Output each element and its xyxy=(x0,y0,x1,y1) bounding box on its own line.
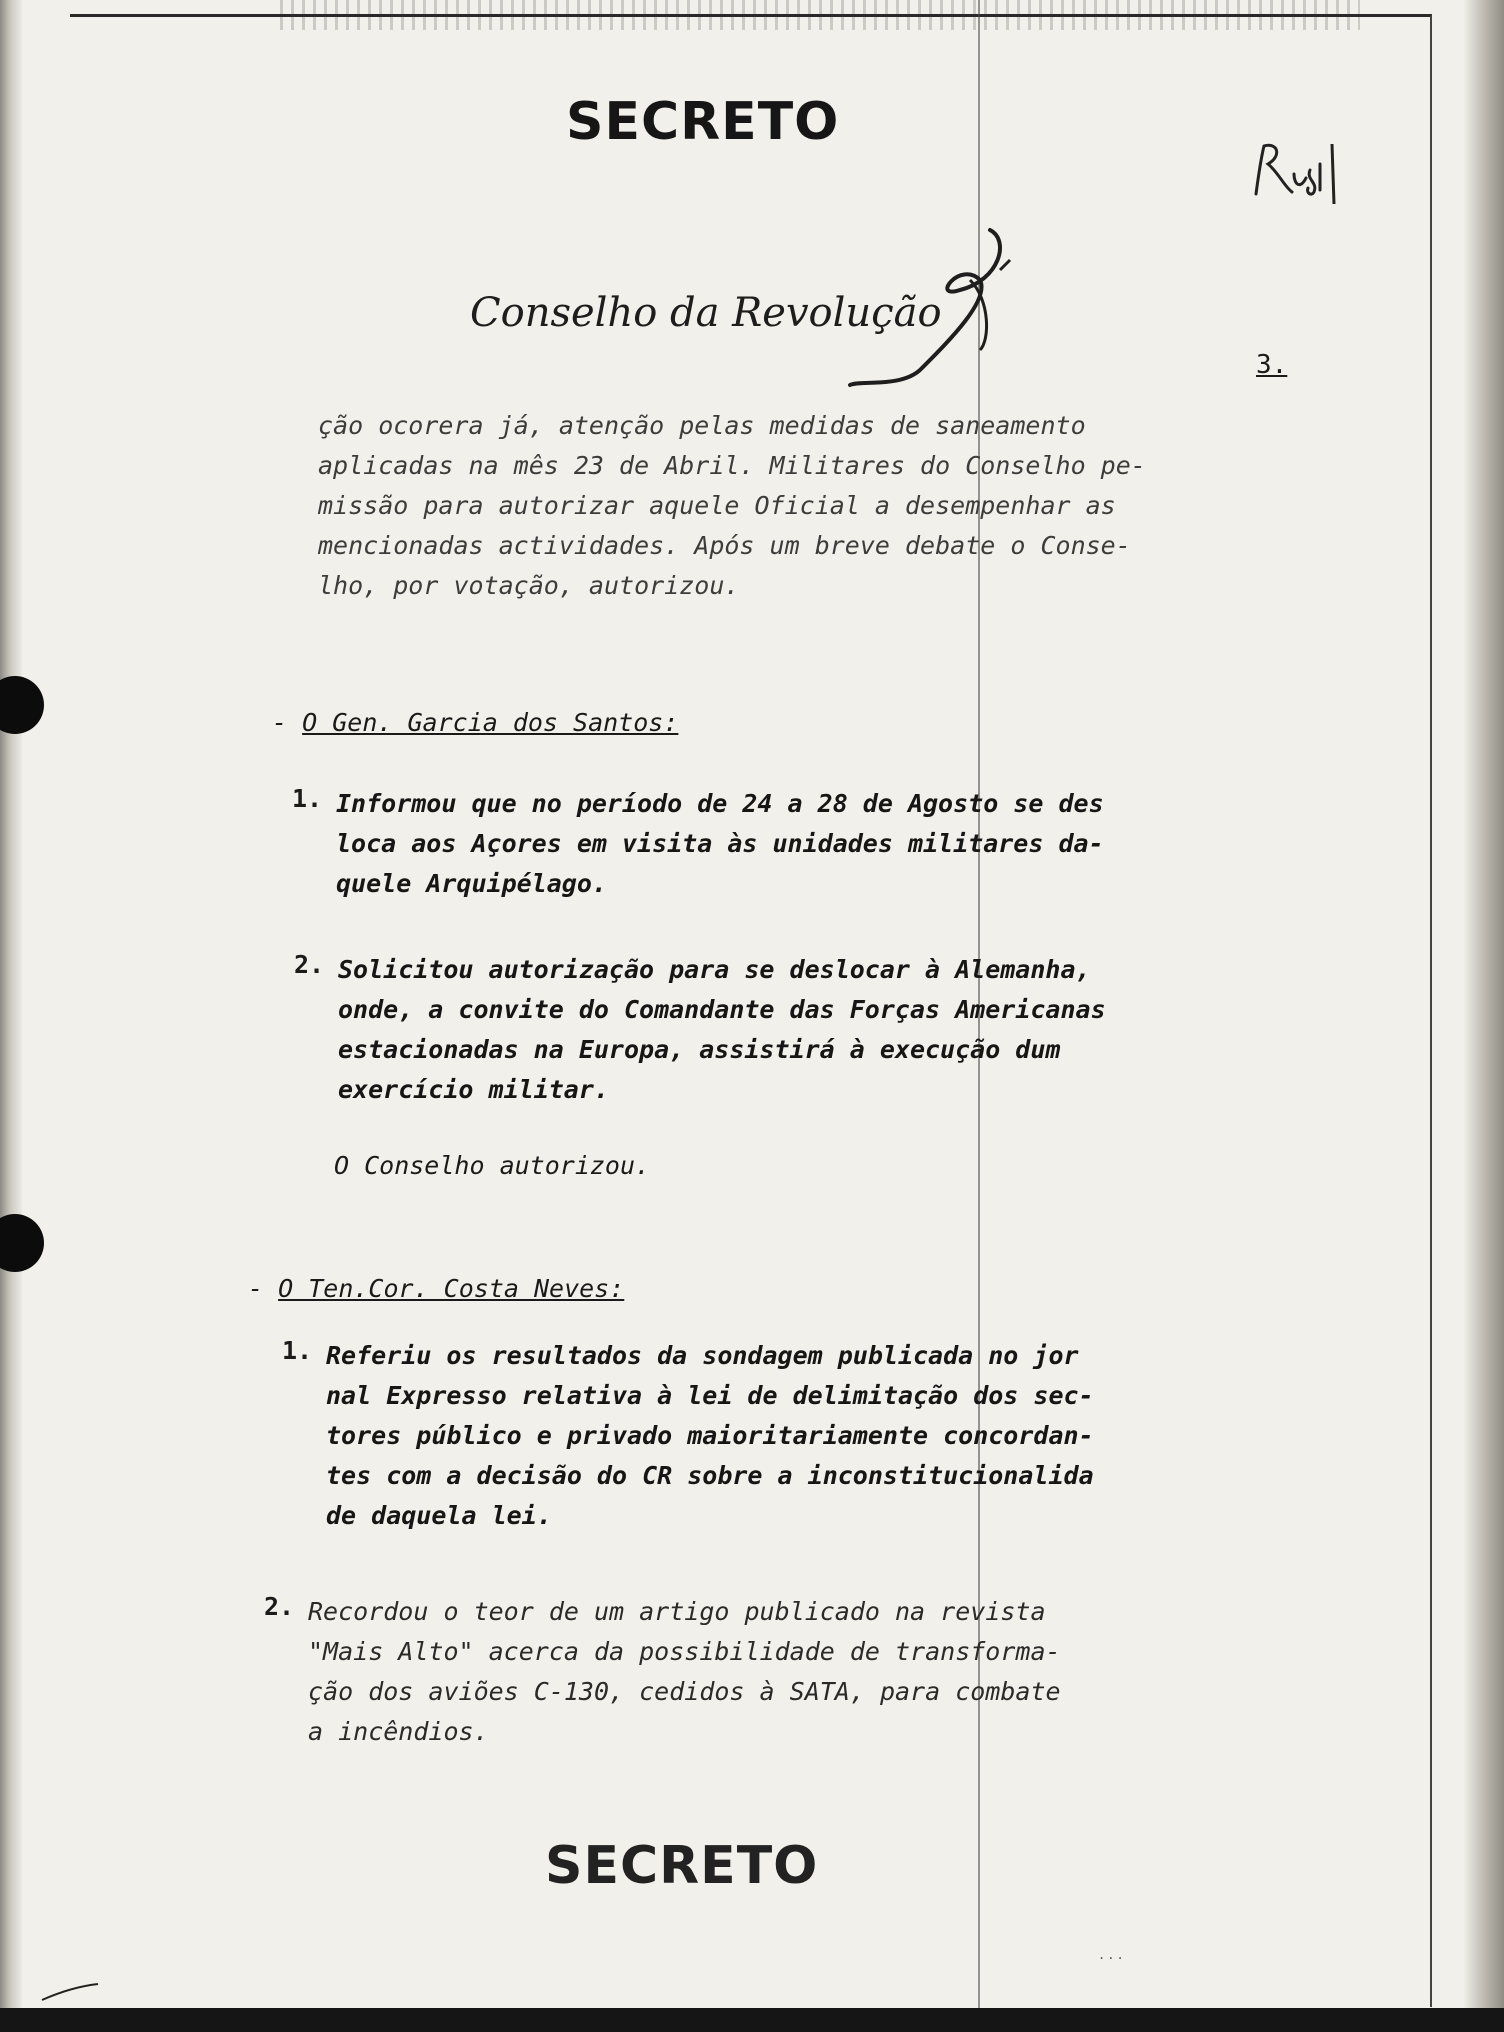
section2-item-1 xyxy=(282,1336,1262,1546)
speaker-name: O Gen. Garcia dos Santos: xyxy=(302,708,679,737)
section1-item-1 xyxy=(292,784,1252,914)
intro-line: ção ocorera já, atenção pelas medidas de saneamento xyxy=(318,411,1086,440)
item-number: 1. xyxy=(282,1336,313,1365)
corner-pen-mark xyxy=(40,1982,100,2002)
speaker-garcia-dos-santos: - O Gen. Garcia dos Santos: xyxy=(272,708,679,737)
scan-left-edge xyxy=(0,0,22,2032)
footer-code: ... xyxy=(1098,1948,1126,1962)
intro-line: lho, por votação, autorizou. xyxy=(318,571,740,600)
item-text: Solicitou autorização para se deslocar à Alemanha, onde, a convite do Comandante das Forças Americanas estacionadas na Europa, assistirá à execução dum exercício militar. xyxy=(338,955,1106,1104)
speaker-name: O Ten.Cor. Costa Neves: xyxy=(278,1274,625,1303)
signature-handwritten xyxy=(840,220,1040,390)
section1-item-2 xyxy=(294,950,1254,1120)
classification-stamp-top: SECRETO xyxy=(566,92,840,152)
punch-hole-top xyxy=(0,676,44,734)
item-number: 2. xyxy=(294,950,325,979)
item-number: 1. xyxy=(292,784,323,813)
punch-hole-bottom xyxy=(0,1214,44,1272)
intro-paragraph xyxy=(318,406,1146,606)
item-text: Recordou o teor de um artigo publicado na revista "Mais Alto" acerca da possibilidade de transforma- ção dos aviões C-130, cedidos à SATA, para combate a incêndios. xyxy=(308,1597,1061,1746)
intro-line: missão para autorizar aquele Oficial a desempenhar as xyxy=(318,491,1116,520)
scan-bottom-edge xyxy=(0,2008,1504,2032)
intro-line: mencionadas actividades. Após um breve debate o Conse- xyxy=(318,531,1131,560)
item-text: Informou que no período de 24 a 28 de Agosto se des loca aos Açores em visita às unidades militares da- quele Arquipélago. xyxy=(336,789,1104,898)
intro-line: aplicadas na mês 23 de Abril. Militares do Conselho pe- xyxy=(318,451,1146,480)
letterhead-title: Conselho da Revolução xyxy=(470,290,942,336)
speaker-costa-neves: - O Ten.Cor. Costa Neves: xyxy=(248,1274,625,1303)
scan-right-edge xyxy=(1464,0,1504,2032)
initials-handwritten xyxy=(1248,134,1338,214)
classification-stamp-bottom: SECRETO xyxy=(545,1836,819,1896)
page-number: 3. xyxy=(1256,350,1288,380)
item-number: 2. xyxy=(264,1592,295,1621)
section1-closing: O Conselho autorizou. xyxy=(334,1151,651,1180)
item-text: Referiu os resultados da sondagem publicada no jor nal Expresso relativa à lei de delimitação dos sec- tores público e privado maioritariamente concordan- tes com a decisão do CR sobre a inconstitucionalida de daquela lei. xyxy=(326,1341,1094,1530)
section2-item-2 xyxy=(264,1592,1264,1762)
